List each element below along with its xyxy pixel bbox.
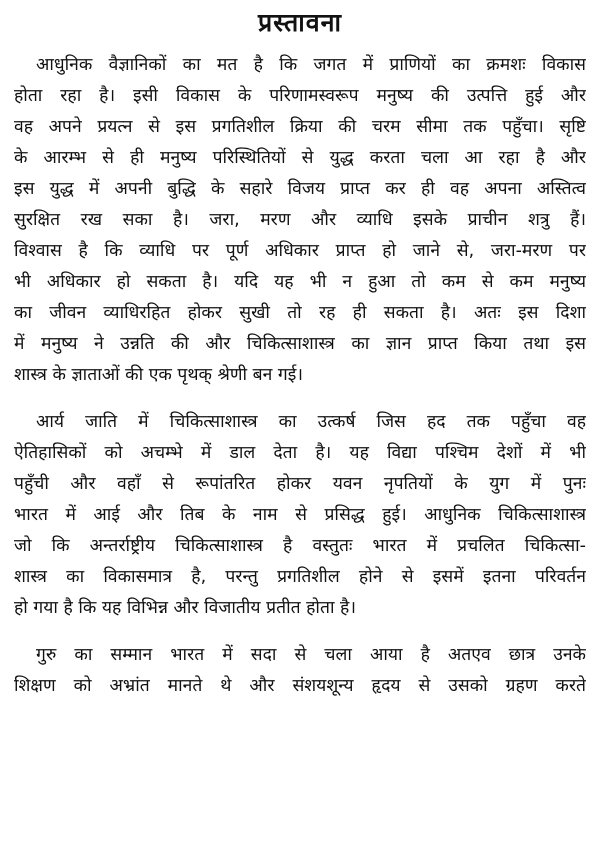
paragraph-3 xyxy=(14,640,586,702)
paragraph-2 xyxy=(14,407,586,624)
paragraph-1 xyxy=(14,50,586,391)
paragraph-gap xyxy=(14,391,586,407)
text-line: शास्त्र का विकासमात्र है, परन्तु प्रगतिशील होने से इसमें इतना परिवर्तन xyxy=(14,567,586,587)
paragraph-gap xyxy=(14,624,586,640)
text-line: हो गया है कि यह विभिन्न और विजातीय प्रतीत होता है। xyxy=(14,598,356,618)
text-line: सुरक्षित रख सका है। जरा, मरण और व्याधि इसके प्राचीन शत्रु हैं। xyxy=(14,210,586,230)
text-line: वह अपने प्रयत्न से इस प्रगतिशील क्रिया की चरम सीमा तक पहुँचा। सृष्टि xyxy=(14,117,586,137)
text-line: होता रहा है। इसी विकास के परिणामस्वरूप मनुष्य की उत्पत्ति हुई और xyxy=(14,86,586,106)
text-line: विश्वास है कि व्याधि पर पूर्ण अधिकार प्राप्त हो जाने से, जरा-मरण पर xyxy=(14,241,586,261)
text-line: शिक्षण को अभ्रांत मानते थे और संशयशून्य हृदय से उसको ग्रहण करते xyxy=(14,676,586,696)
text-line: ऐतिहासिकों को अचम्भे में डाल देता है। यह विद्या पश्चिम देशों में भी xyxy=(14,443,586,463)
text-line: के आरम्भ से ही मनुष्य परिस्थितियों से युद्ध करता चला आ रहा है और xyxy=(14,148,586,168)
page-title: प्रस्तावना xyxy=(258,8,342,37)
text-line: भी अधिकार हो सकता है। यदि यह भी न हुआ तो कम से कम मनुष्य xyxy=(14,272,586,292)
text-line: शास्त्र के ज्ञाताओं की एक पृथक् श्रेणी बन गई। xyxy=(14,365,303,385)
text-line: गुरु का सम्मान भारत में सदा से चला आया है अतएव छात्र उनके xyxy=(36,645,586,665)
text-line: आर्य जाति में चिकित्साशास्त्र का उत्कर्ष जिस हद तक पहुँचा वह xyxy=(36,412,586,432)
text-line: आधुनिक वैज्ञानिकों का मत है कि जगत में प्राणियों का क्रमशः विकास xyxy=(36,55,586,75)
text-line: भारत में आई और तिब के नाम से प्रसिद्ध हुई। आधुनिक चिकित्साशास्त्र xyxy=(14,505,586,525)
text-line: में मनुष्य ने उन्नति की और चिकित्साशास्त्र का ज्ञान प्राप्त किया तथा इस xyxy=(14,334,586,354)
text-line: इस युद्ध में अपनी बुद्धि के सहारे विजय प्राप्त कर ही वह अपना अस्तित्व xyxy=(14,179,586,199)
text-line: पहुँची और वहाँ से रूपांतरित होकर यवन नृपतियों के युग में पुनः xyxy=(14,474,586,494)
text-line: जो कि अन्तर्राष्ट्रीय चिकित्साशास्त्र है वस्तुतः भारत में प्रचलित चिकित्सा- xyxy=(14,536,586,556)
text-line: का जीवन व्याधिरहित होकर सुखी तो रह ही सकता है। अतः इस दिशा xyxy=(14,303,586,323)
